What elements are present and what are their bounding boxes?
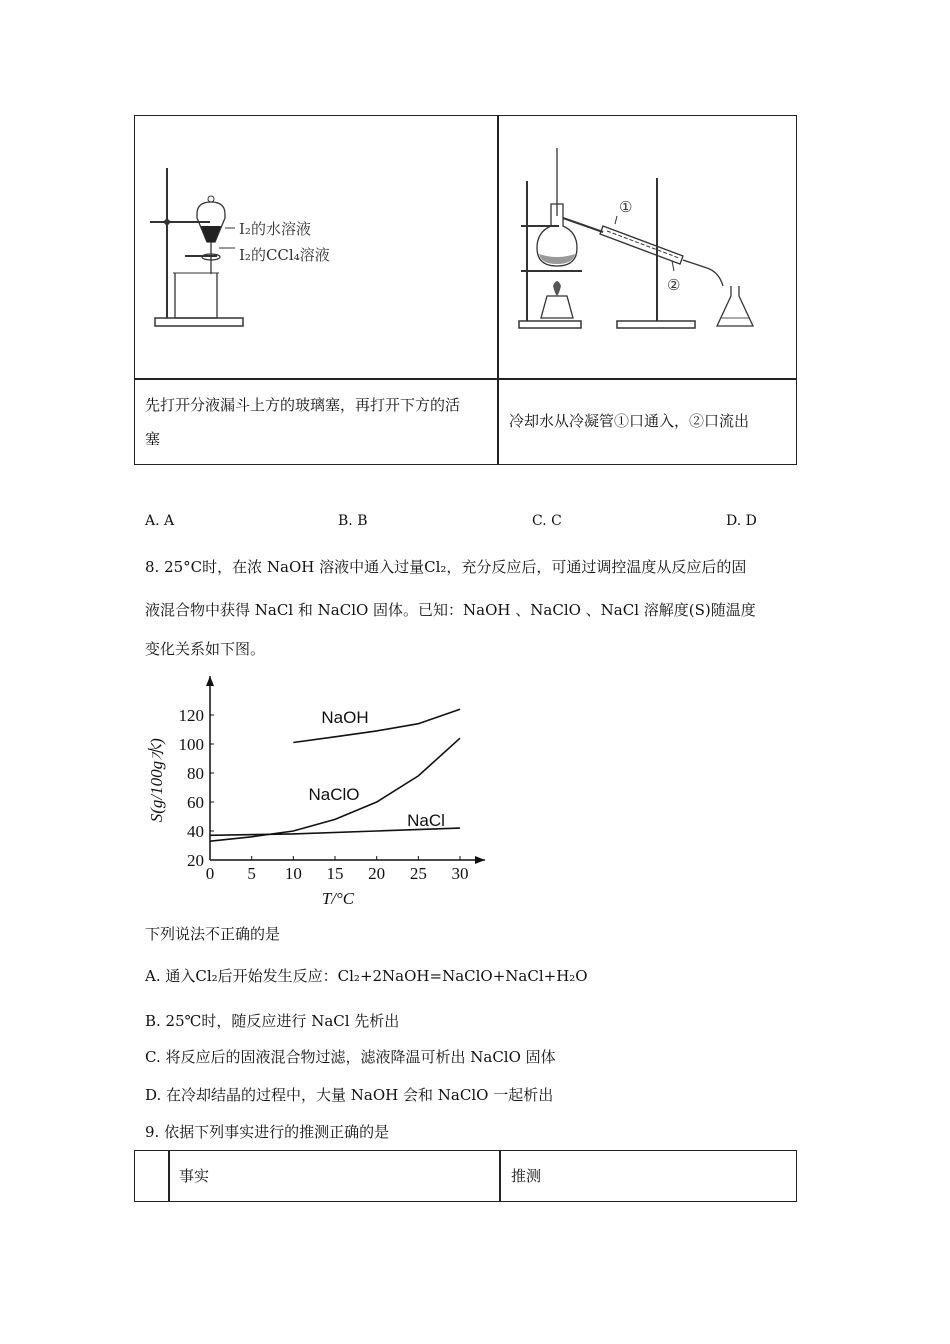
y-tick-label: 80	[187, 764, 204, 783]
y-axis-label: S(g/100g水)	[147, 738, 166, 823]
series-line-naoh	[293, 709, 460, 742]
q9-stem: 9. 依据下列事实进行的推测正确的是	[145, 1123, 390, 1141]
q8-line3: 变化关系如下图。	[145, 640, 266, 658]
option-b: B. B	[338, 513, 368, 529]
left-caption-line2: 塞	[145, 430, 161, 448]
separatory-funnel-figure	[145, 156, 485, 336]
x-tick-label: 10	[284, 864, 302, 883]
y-tick-label: 100	[178, 735, 204, 754]
x-axis-arrow	[475, 856, 485, 864]
funnel-label-top: I₂的水溶液	[239, 220, 311, 238]
right-caption: 冷却水从冷凝管①口通入，②口流出	[509, 412, 750, 430]
series-label-naclo: NaClO	[308, 785, 360, 804]
port-1-label: ①	[619, 198, 633, 216]
q9-table	[134, 1150, 797, 1202]
q8-option-c: C. 将反应后的固液混合物过滤，滤液降温可析出 NaClO 固体	[145, 1048, 556, 1066]
q8-option-d: D. 在冷却结晶的过程中，大量 NaOH 会和 NaClO 一起析出	[145, 1086, 554, 1104]
q8-line1: 8. 25°C时，在浓 NaOH 溶液中通入过量Cl₂，充分反应后，可通过调控温度从反应后的固	[145, 558, 747, 576]
series-label-naoh: NaOH	[321, 708, 369, 727]
table-divider	[135, 378, 796, 380]
option-a: A. A	[145, 513, 175, 529]
solubility-chart	[140, 668, 500, 913]
q8-option-b: B. 25℃时，随反应进行 NaCl 先析出	[145, 1012, 400, 1030]
port-2-label: ②	[667, 276, 681, 294]
q8-prompt: 下列说法不正确的是	[145, 925, 281, 943]
table-divider	[497, 116, 499, 464]
q9-header-fact: 事实	[179, 1167, 210, 1185]
x-tick-label: 30	[451, 864, 469, 883]
y-tick-label: 20	[187, 851, 204, 870]
x-tick-label: 15	[326, 864, 344, 883]
table-divider	[499, 1151, 501, 1201]
x-tick-label: 20	[368, 864, 386, 883]
x-tick-label: 25	[409, 864, 427, 883]
y-tick-label: 120	[178, 706, 204, 725]
x-tick-label: 0	[205, 864, 215, 883]
x-axis-label: T/°C	[321, 889, 355, 908]
option-d: D. D	[726, 513, 757, 529]
x-tick-label: 5	[247, 864, 256, 883]
q9-header-guess: 推测	[511, 1167, 542, 1185]
option-c: C. C	[532, 513, 562, 529]
table-divider	[168, 1151, 170, 1201]
y-tick-label: 40	[187, 822, 204, 841]
y-axis-arrow	[206, 676, 214, 686]
series-label-nacl: NaCl	[407, 811, 445, 830]
q8-option-a: A. 通入Cl₂后开始发生反应：Cl₂+2NaOH=NaClO+NaCl+H₂O	[145, 967, 588, 985]
experiment-table	[134, 115, 797, 465]
funnel-label-bottom: I₂的CCl₄溶液	[239, 246, 330, 264]
left-caption: 先打开分液漏斗上方的玻璃塞，再打开下方的活	[145, 396, 461, 414]
y-tick-label: 60	[187, 793, 204, 812]
q8-line2: 液混合物中获得 NaCl 和 NaClO 固体。已知：NaOH 、NaClO 、NaCl 溶解度(S)随温度	[145, 601, 756, 619]
distillation-figure	[507, 146, 793, 346]
